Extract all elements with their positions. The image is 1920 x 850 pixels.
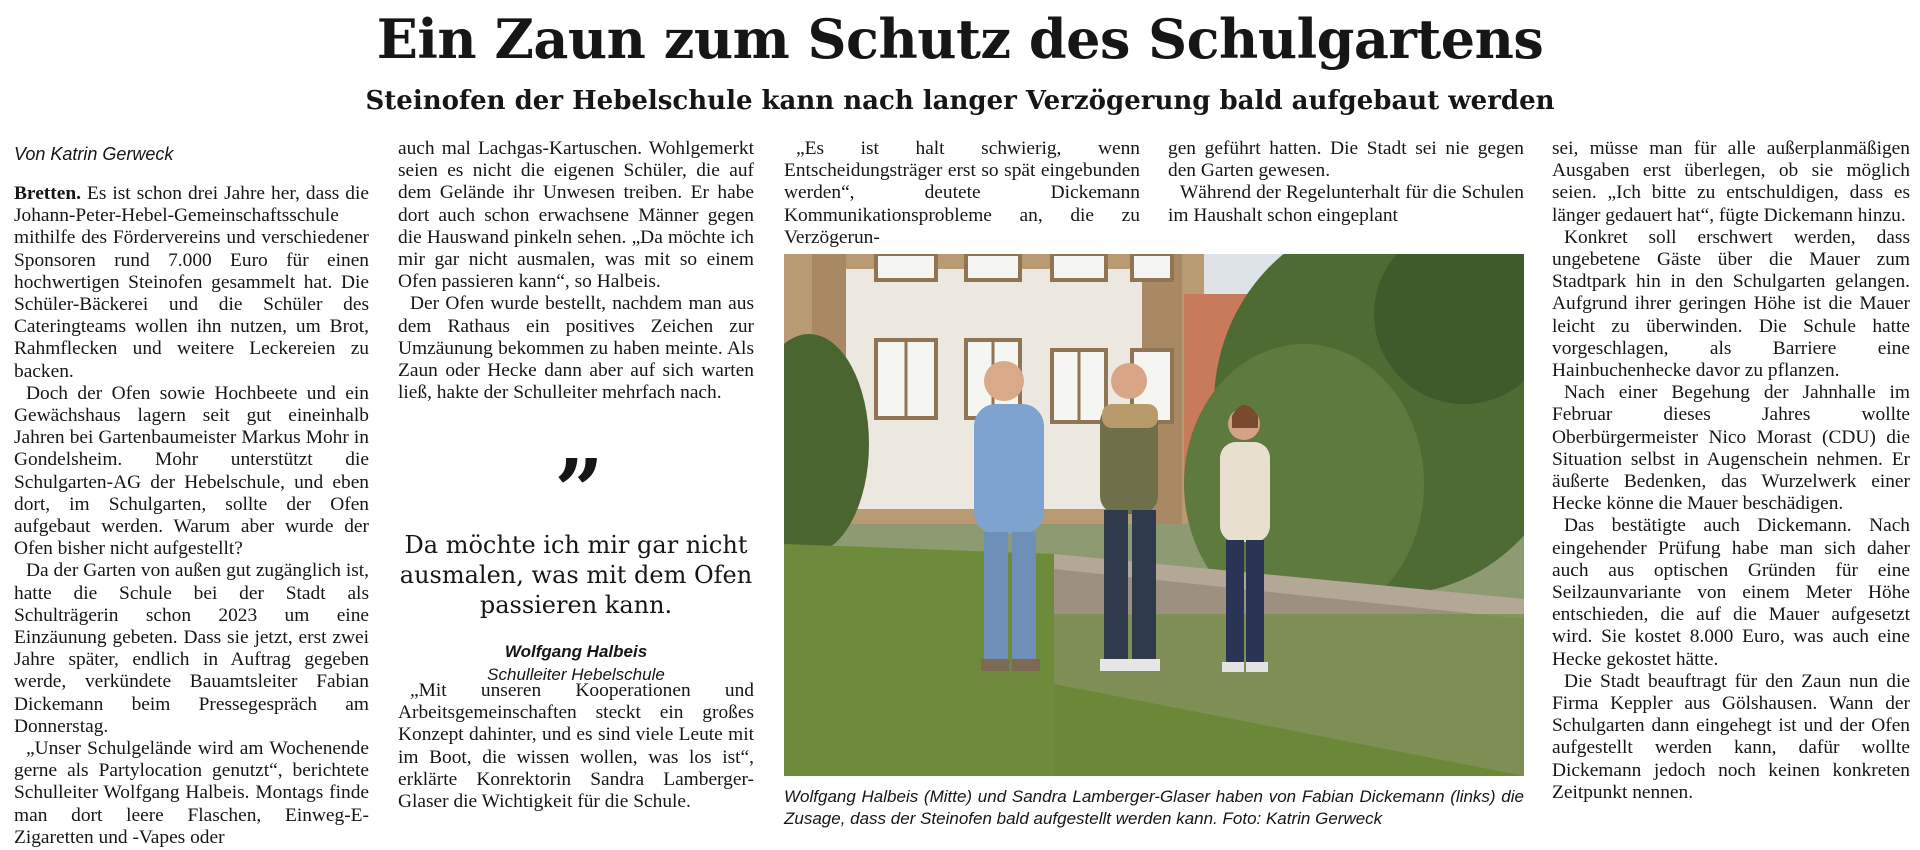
article-paragraph: Das bestätigte auch Dickemann. Nach eingehender Prüfung habe man sich daher auch aus optischen Gründen für eine Seilzaunvariante von einem Meter Höhe entschieden, die auf die Mauer aufgesetzt wird. Sie kostet 8.000 Euro, was auch eine Hecke gekostet hätte. xyxy=(1552,515,1910,670)
article-column-1 xyxy=(14,138,369,849)
article-paragraph: Da der Garten von außen gut zugänglich ist, hatte die Schule bei der Stadt als Schulträgerin schon 2023 um eine Einzäunung gebeten. Dass sie jetzt, erst zwei Jahre später, endlich in Auftrag gegeben werde, verkündete Bauamtsleiter Fabian Dickemann beim Pressegespräch am Donnerstag. xyxy=(14,560,369,737)
article-column-2-continued xyxy=(398,680,754,813)
paragraph-text: Es ist schon drei Jahre her, dass die Johann-Peter-Hebel-Gemeinschaftsschule mithilfe des Fördervereins und verschiedener Sponsoren rund 7.000 Euro für einen hochwertigen Steinofen gesammelt hat. Die Schüler-Bäckerei und die Schüler des Cateringteams wollen ihn nutzen, um Brot, Rahmflecken und weitere Leckereien zu backen. xyxy=(14,183,369,382)
article-paragraph: sei, müsse man für alle außerplanmäßigen Ausgaben erst überlegen, ob sie möglich seien. „Ich bitte zu entschuldigen, dass es länger gedauert hat“, fügte Dickemann hinzu. xyxy=(1552,138,1910,226)
article-paragraph: Die Stadt beauftragt für den Zaun nun die Firma Keppler aus Gölshausen. Wann der Schulgarten dann eingehegt ist und der Ofen aufgestellt werden kann, dafür wollte Dickemann jedoch noch keinen konkreten Zeitpunkt nennen. xyxy=(1552,670,1910,803)
byline: Von Katrin Gerweck xyxy=(14,144,174,164)
article-paragraph: Während der Regelunterhalt für die Schulen im Haushalt schon eingeplant xyxy=(1168,182,1524,226)
article-paragraph xyxy=(14,183,369,383)
article-paragraph: Nach einer Begehung der Jahnhalle im Februar dieses Jahres wollte Oberbürgermeister Nico Morast (CDU) die Situation selbst in Augenschein nehmen. Er äußerte Bedenken, das Wurzelwerk einer Hecke könne die Mauer beschädigen. xyxy=(1552,382,1910,515)
pull-quote-text: Da möchte ich mir gar nicht ausmalen, was mit dem Ofen passieren kann. xyxy=(399,531,753,619)
article-paragraph: „Unser Schulgelände wird am Wochenende gerne als Partylocation genutzt“, berichtete Schulleiter Wolfgang Halbeis. Montags finde man dort leere Flaschen, Einweg-E-Zigaretten und -Vapes oder xyxy=(14,738,369,848)
pull-quote-author: Wolfgang Halbeis xyxy=(504,642,648,661)
photo-caption: Wolfgang Halbeis (Mitte) und Sandra Lamberger-Glaser haben von Fabian Dickemann (links) die Zusage, dass der Steinofen bald aufgestellt werden kann. Foto: Katrin Gerweck xyxy=(784,787,1524,828)
headline: Ein Zaun zum Schutz des Schulgartens xyxy=(376,7,1544,71)
subheadline: Steinofen der Hebelschule kann nach langer Verzögerung bald aufgebaut werden xyxy=(365,86,1555,116)
dateline: Bretten. xyxy=(14,183,81,204)
article-paragraph: Konkret soll erschwert werden, dass ungebetene Gäste über die Mauer zum Stadtpark hin in den Schulgarten gelangen. Aufgrund ihrer geringen Höhe ist die Mauer leicht zu überwinden. Die Schule hatte vorgeschlagen, als Barriere eine Hainbuchenhecke davor zu pflanzen. xyxy=(1552,226,1910,382)
article-paragraph: gen geführt hatten. Die Stadt sei nie gegen den Garten gewesen. xyxy=(1168,138,1524,182)
article-column-3 xyxy=(784,138,1140,249)
article-paragraph: „Mit unseren Kooperationen und Arbeitsgemeinschaften steckt ein großes Konzept dahinter, und es sind viele Leute mit im Boot, die wissen wollen, was los ist“, erklärte Konrektorin Sandra Lamberger-Glaser die Wichtigkeit für die Schule. xyxy=(398,680,754,813)
article-paragraph: Doch der Ofen sowie Hochbeete und ein Gewächshaus lagern seit gut eineinhalb Jahren bei Gartenbaumeister Markus Mohr in Gondelsheim. Mohr unterstützt die Schulgarten-AG der Hebelschule, und eben dort, im Schulgarten, sollte der Ofen aufgebaut werden. Warum aber wurde der Ofen bisher nicht aufgestellt? xyxy=(14,382,369,560)
pull-quote-role: Schulleiter Hebelschule xyxy=(487,665,665,684)
article-column-5 xyxy=(1552,138,1910,804)
article-photo xyxy=(784,254,1524,776)
article-paragraph: auch mal Lachgas-Kartuschen. Wohlgemerkt seien es nicht die eigenen Schüler, die auf dem Gelände ihr Unwesen treiben. Er habe dort auch schon erwachsene Männer gegen die Hauswand pinkeln sehen. „Da möchte ich mir gar nicht ausmalen, was mit so einem Ofen passieren kann“, so Halbeis. xyxy=(398,138,754,293)
article-column-2 xyxy=(398,138,754,404)
quote-mark-icon: ” xyxy=(554,441,598,542)
pull-quote xyxy=(398,441,754,685)
photo-illustration xyxy=(784,254,1524,776)
article-paragraph: „Es ist halt schwierig, wenn Entscheidungsträger erst so spät eingebunden werden“, deutete Dickemann Kommunikationsprobleme an, die zu Verzögerun- xyxy=(784,138,1140,248)
article-paragraph: Der Ofen wurde bestellt, nachdem man aus dem Rathaus ein positives Zeichen zur Umzäunung bekommen zu haben meinte. Als Zaun oder Hecke dann aber auf sich warten ließ, hakte der Schulleiter mehrfach nach. xyxy=(398,293,754,404)
article-column-4 xyxy=(1168,138,1524,227)
